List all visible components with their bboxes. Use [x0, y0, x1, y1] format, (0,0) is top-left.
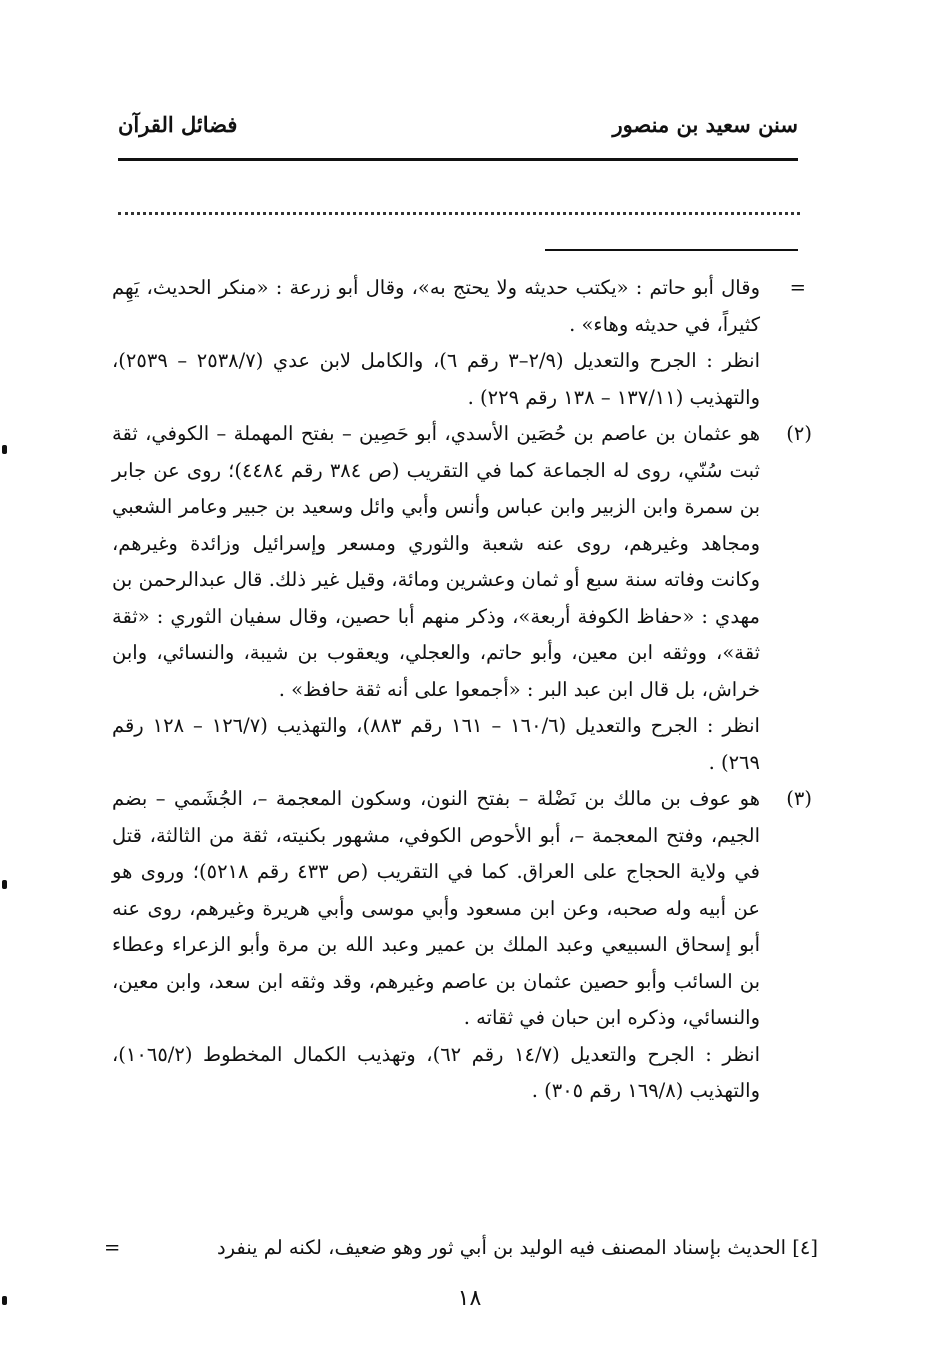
footnote-paragraph: وقال أبو حاتم : «يكتب حديثه ولا يحتج به»، وقال أبو زرعة : «منكر الحديث، يَهِم كثيراً، في حديثه وهاء» . [112, 276, 760, 336]
footnote-paragraph: هو عوف بن مالك بن نَضْلة – بفتح النون، وسكون المعجمة –، الجُشَمي – بضم الجيم، وفتح المعجمة –، أبو الأحوص الكوفي، مشهور بكنيته، ثقة من الثالثة، قتل في ولاية الحجاج على العراق. كما في التقريب (ص ٤٣٣ رقم ٥٢١٨)؛ وروى هو عن أبيه وله صحبه، وعن ابن مسعود وأبي موسى وأبي هريرة وغيرهم، روى عنه أبو إسحاق السبيعي وعبد الملك بن عمير وعبد الله بن مرة وأبو الزعراء وعطاء بن السائب وأبو حصين عثمان بن عاصم وغيرهم، وقد وثقه ابن سعد، وابن معين، والنسائي، وذكره ابن حبان في ثقاته . [112, 787, 760, 1029]
footnotes [112, 270, 812, 1110]
scan-edge-mark [2, 445, 7, 454]
footnote-reference: انظر : الجرح والتعديل (٢/٩–٣ رقم ٦)، والكامل لابن عدي (٢٥٣٨/٧ – ٢٥٣٩)، والتهذيب (١٣٧/١١ – ١٣٨ رقم ٢٢٩) . [112, 349, 760, 409]
header-rule [118, 158, 798, 161]
footnote-separator [545, 249, 798, 251]
scan-edge-mark [2, 1296, 7, 1305]
footnote-reference: انظر : الجرح والتعديل (١٦٠/٦ – ١٦١ رقم ٨٨٣)، والتهذيب (١٢٦/٧ – ١٢٨ رقم ٢٦٩) . [112, 714, 760, 774]
footnote-4 [104, 1230, 818, 1266]
footnote-3 [112, 781, 812, 1110]
continuation-marker: = [789, 276, 806, 299]
page-number: ١٨ [457, 1286, 482, 1311]
book-title: سنن سعيد بن منصور [612, 112, 798, 137]
footnote-text: الحديث بإسناد المصنف فيه الوليد بن أبي ثور وهو ضعيف، لكنه لم ينفرد [216, 1236, 787, 1259]
footnote-2 [112, 416, 812, 781]
continuation-marker: = [104, 1236, 121, 1259]
footnote-number: (٢) [786, 422, 812, 445]
chapter-title: فضائل القرآن [118, 112, 238, 137]
scan-edge-mark [2, 880, 7, 889]
running-head [118, 112, 798, 152]
footnote-continuation [112, 270, 812, 416]
footnote-number: [٤] [792, 1236, 818, 1259]
footnote-reference: انظر : الجرح والتعديل (١٤/٧ رقم ٦٢)، وتهذيب الكمال المخطوط (١٠٦٥/٢)، والتهذيب (١٦٩/٨ رقم ٣٠٥) . [112, 1042, 760, 1102]
omitted-text-dots [118, 212, 800, 215]
footnote-paragraph: هو عثمان بن عاصم بن حُصَين الأسدي، أبو حَصِين – بفتح المهملة – الكوفي، ثقة ثبت سُنّي، روى له الجماعة كما في التقريب (ص ٣٨٤ رقم ٤٤٨٤)؛ روى عن جابر بن سمرة وابن الزبير وابن عباس وأنس وأبي وائل وسعيد بن جبير وعامر الشعبي ومجاهد وغيرهم، روى عنه شعبة والثوري ومسعر وإسرائيل وزائدة وغيرهم، وكانت وفاته سنة سبع أو ثمان وعشرين ومائة، وقيل غير ذلك. قال عبدالرحمن بن مهدي : «حفاظ الكوفة أربعة»، وذكر منهم أبا حصين، وقال سفيان الثوري : «ثقة ثقة»، ووثقه ابن معين، وأبو حاتم، والعجلي، ويعقوب بن شيبة، والنسائي، وابن خراش، بل قال ابن عبد البر : «أجمعوا على أنه ثقة حافظ» . [112, 422, 760, 701]
footnote-number: (٣) [786, 787, 812, 810]
